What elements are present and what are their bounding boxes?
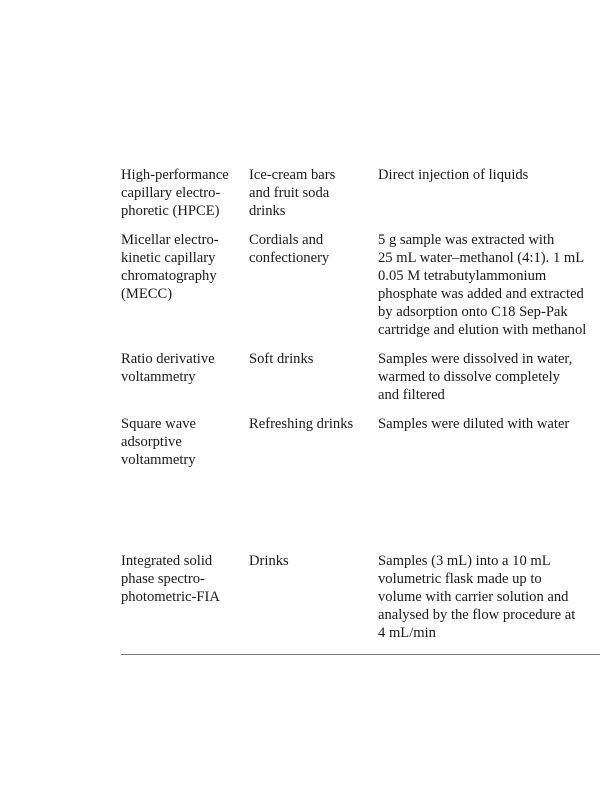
methods-table xyxy=(121,166,600,642)
preparation-cell: Samples (3 mL) into a 10 mL volumetric flask made up to volume with carrier solution and analysed by the flow procedure at 4 mL/min xyxy=(378,553,576,641)
method-cell: Integrated solid phase spectro- photometric-FIA xyxy=(121,553,220,605)
sample-cell: Soft drinks xyxy=(249,351,314,367)
sample-cell: Ice-cream bars and fruit soda drinks xyxy=(249,167,336,219)
table-row xyxy=(121,552,600,642)
method-cell: High-performance capillary electro- phoretic (HPCE) xyxy=(121,167,229,219)
preparation-cell: 5 g sample was extracted with 25 mL water–methanol (4:1). 1 mL 0.05 M tetrabutylammonium phosphate was added and extracted by adsorption onto C18 Sep-Pak cartridge and elution with methanol xyxy=(378,232,587,338)
table-row xyxy=(121,231,600,339)
table-row xyxy=(121,415,600,469)
preparation-cell: Samples were diluted with water xyxy=(378,416,570,432)
sample-cell: Refreshing drinks xyxy=(249,416,354,432)
method-cell: Square wave adsorptive voltammetry xyxy=(121,416,196,468)
method-cell: Ratio derivative voltammetry xyxy=(121,351,215,385)
preparation-cell: Direct injection of liquids xyxy=(378,167,529,183)
method-cell: Micellar electro- kinetic capillary chromatography (MECC) xyxy=(121,232,219,302)
table-row xyxy=(121,166,600,220)
sample-cell: Cordials and confectionery xyxy=(249,232,330,266)
preparation-cell: Samples were dissolved in water, warmed to dissolve completely and filtered xyxy=(378,351,573,403)
sample-cell: Drinks xyxy=(249,553,289,569)
table-bottom-rule xyxy=(121,654,600,655)
table-row xyxy=(121,350,600,404)
